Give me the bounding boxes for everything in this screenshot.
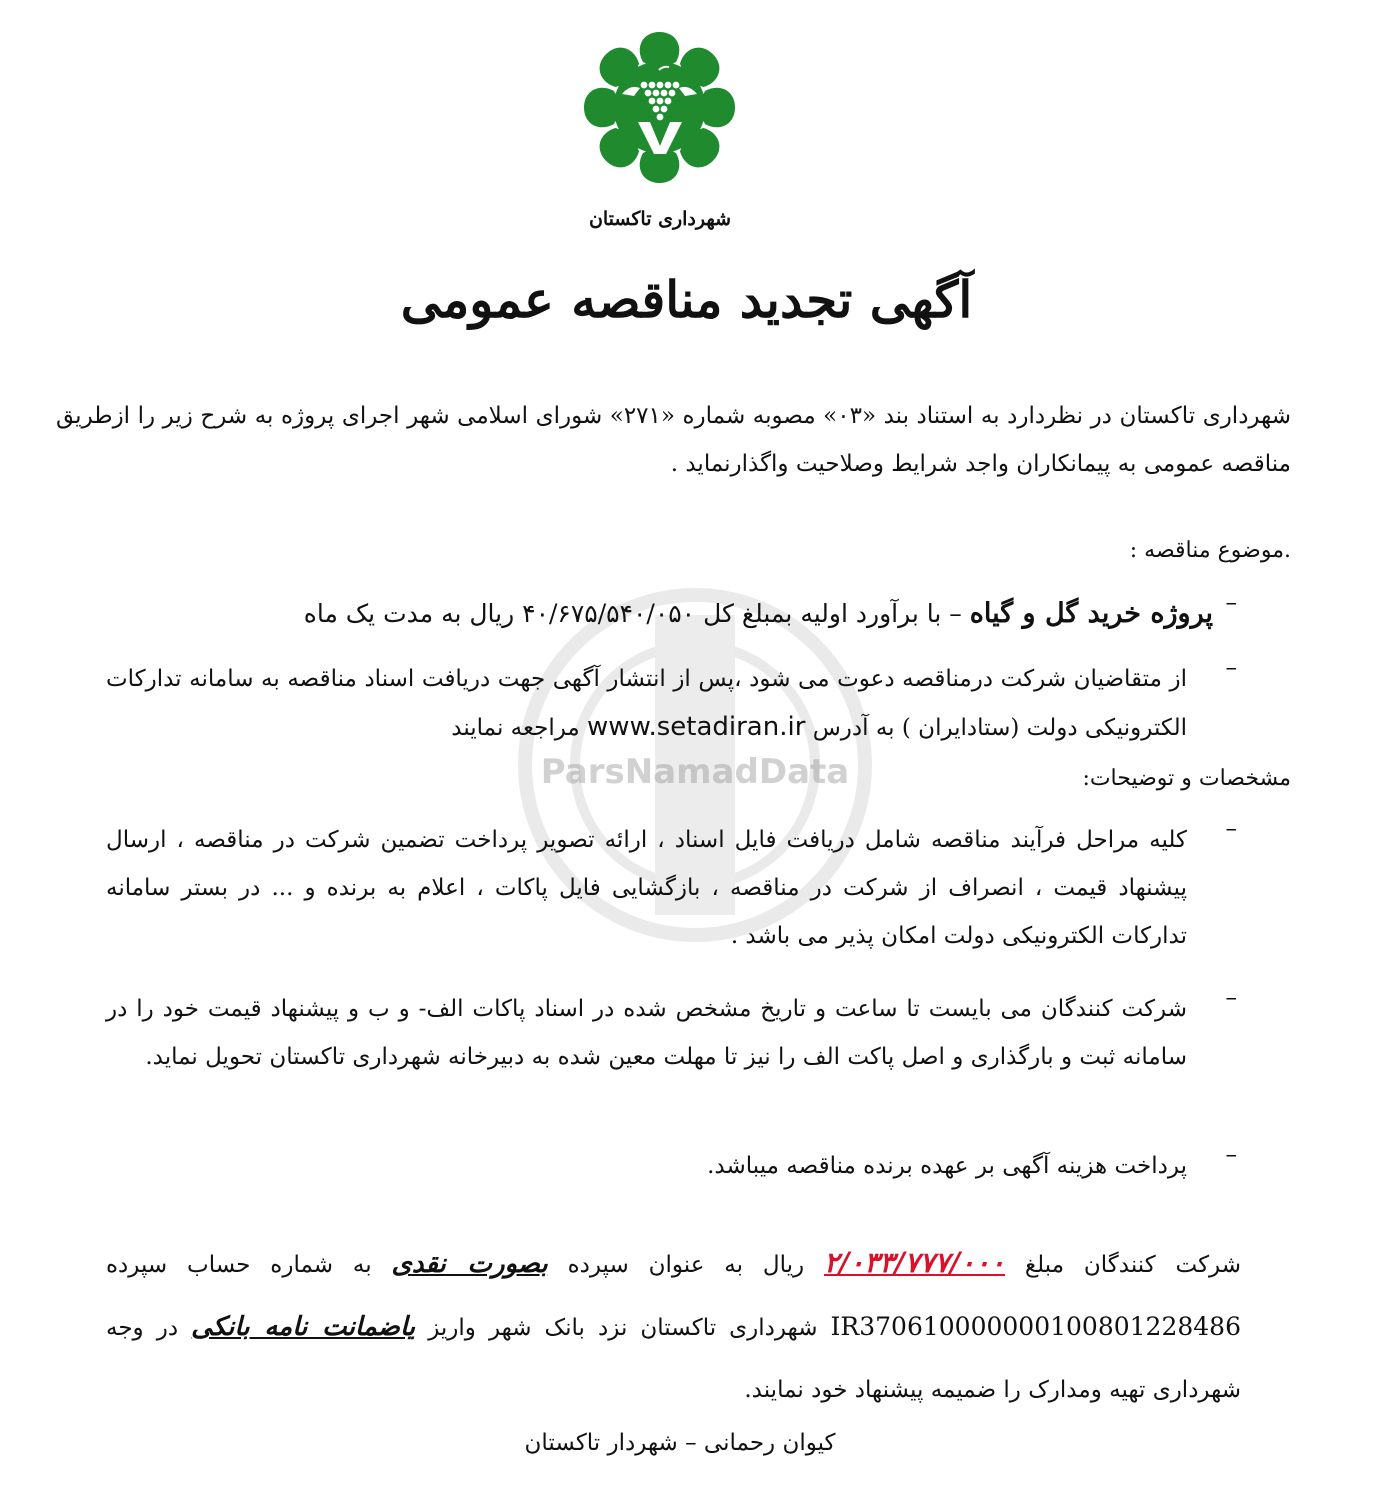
notice-title: آگهی تجدید مناقصه عمومی	[400, 270, 973, 329]
watermark-text: ParsNamadData	[540, 752, 850, 792]
bullet-dash: –	[1225, 985, 1237, 1011]
municipality-logo	[582, 30, 737, 185]
intro-paragraph: شهرداری تاکستان در نظردارد به استناد بند «۰۳» مصوبه شماره «۲۷۱» شورای اسلامی شهر اجرای پروژه به شرح زیر را ازطریق مناقصه عمومی به پیمانکاران واجد شرایط وصلاحیت واگذارنماید .	[56, 403, 1291, 477]
specs-label: مشخصات و توضیحات:	[1082, 766, 1291, 791]
project-name: پروژه خرید گل و گیاه	[969, 598, 1213, 629]
invite-end: مراجعه نمایند	[451, 715, 580, 741]
project-line	[107, 590, 1237, 638]
invite-text: از متقاضیان شرکت درمناقصه دعوت می شود ،پس از انتشار آگهی جهت دریافت اسناد مناقصه به سامانه تدارکات الکترونیکی دولت (ستادایران ) به آدرس	[106, 666, 1187, 741]
signature: کیوان رحمانی – شهردار تاکستان	[524, 1430, 836, 1456]
bullet-dash: –	[1225, 816, 1237, 842]
deposit-cash: بصورت نقدی	[391, 1249, 548, 1279]
deposit-text: در وجه شهرداری تهیه ومدارک را ضمیمه پیشنهاد خود نمایند.	[106, 1315, 1241, 1403]
website-link[interactable]: www.setadiran.ir	[587, 712, 806, 742]
deposit-text: شرکت کنندگان مبلغ	[1024, 1252, 1241, 1278]
deposit-paragraph	[106, 1232, 1241, 1421]
bullet-dash: –	[1225, 590, 1237, 616]
spec-item: شرکت کنندگان می بایست تا ساعت و تاریخ مشخص شده در اسناد پاکات الف- و ب و پیشنهاد قیمت خود را در سامانه ثبت و بارگذاری و اصل پاکت الف را نیز تا مهلت معین شده به دبیرخانه شهرداری تاکستان تحویل نماید.	[106, 996, 1187, 1070]
spec-item: پرداخت هزینه آگهی بر عهده برنده مناقصه میباشد.	[707, 1153, 1187, 1179]
deposit-text: به شماره حساب سپرده	[106, 1252, 372, 1278]
deposit-amount: ۲/۰۳۳/۷۷۷/۰۰۰	[823, 1246, 1006, 1279]
organization-name: شهرداری تاکستان	[588, 208, 732, 230]
deposit-text: شهرداری تاکستان نزد بانک شهر واریز	[428, 1315, 818, 1341]
deposit-guarantee: یاضمانت نامه بانکی	[191, 1312, 416, 1342]
subject-label: .موضوع مناقصه :	[1129, 538, 1291, 563]
account-iban: IR370610000000100801228486	[830, 1312, 1241, 1341]
invite-paragraph	[106, 655, 1187, 752]
bullet-dash: –	[1225, 1142, 1237, 1168]
deposit-text: ریال به عنوان سپرده	[567, 1252, 805, 1278]
spec-item: کلیه مراحل فرآیند مناقصه شامل دریافت فایل اسناد ، ارائه تصویر پرداخت تضمین شرکت در مناقصه ، ارسال پیشنهاد قیمت ، انصراف از شرکت در مناقصه ، بازگشایی فایل پاکات ، اعلام به برنده و ... در بستر سامانه تدارکات الکترونیکی دولت امکان پذیر می باشد .	[106, 827, 1187, 949]
project-estimate: – با برآورد اولیه بمبلغ کل ۴۰/۶۷۵/۵۴۰/۰۵۰ ریال به مدت یک ماه	[303, 599, 962, 628]
bullet-dash: –	[1225, 655, 1237, 681]
